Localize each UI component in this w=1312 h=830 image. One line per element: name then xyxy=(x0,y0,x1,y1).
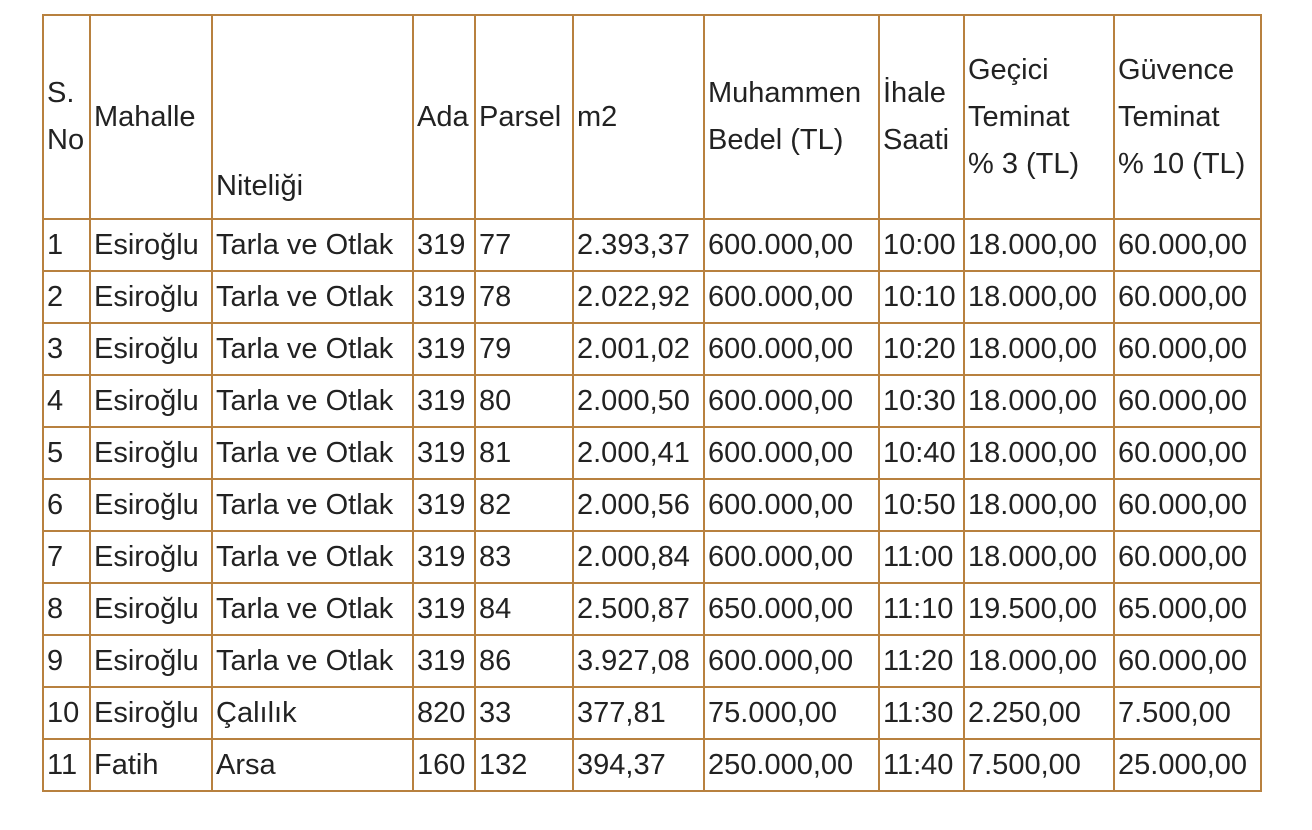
cell-guvence: 65.000,00 xyxy=(1114,583,1261,635)
cell-niteligi: Tarla ve Otlak xyxy=(212,375,413,427)
cell-muhammen: 600.000,00 xyxy=(704,427,879,479)
table-row xyxy=(43,479,1261,531)
table-row xyxy=(43,271,1261,323)
cell-m2: 2.000,84 xyxy=(573,531,704,583)
cell-mahalle: Esiroğlu xyxy=(90,271,212,323)
cell-gecici: 19.500,00 xyxy=(964,583,1114,635)
cell-gecici: 7.500,00 xyxy=(964,739,1114,791)
cell-ada: 319 xyxy=(413,635,475,687)
cell-gecici: 18.000,00 xyxy=(964,375,1114,427)
cell-muhammen: 600.000,00 xyxy=(704,635,879,687)
cell-mahalle: Esiroğlu xyxy=(90,375,212,427)
cell-ada: 319 xyxy=(413,219,475,271)
cell-gecici: 18.000,00 xyxy=(964,323,1114,375)
cell-sno: 1 xyxy=(43,219,90,271)
cell-parsel: 83 xyxy=(475,531,573,583)
cell-guvence: 60.000,00 xyxy=(1114,219,1261,271)
cell-m2: 2.001,02 xyxy=(573,323,704,375)
cell-mahalle: Esiroğlu xyxy=(90,687,212,739)
table-row xyxy=(43,739,1261,791)
header-sno xyxy=(43,15,90,219)
cell-muhammen: 75.000,00 xyxy=(704,687,879,739)
cell-niteligi: Arsa xyxy=(212,739,413,791)
table-body xyxy=(43,219,1261,791)
cell-sno: 6 xyxy=(43,479,90,531)
header-row xyxy=(43,15,1261,219)
header-parsel xyxy=(475,15,573,219)
cell-sno: 5 xyxy=(43,427,90,479)
cell-m2: 3.927,08 xyxy=(573,635,704,687)
cell-gecici: 18.000,00 xyxy=(964,271,1114,323)
header-guvence xyxy=(1114,15,1261,219)
cell-niteligi: Tarla ve Otlak xyxy=(212,479,413,531)
header-gecici xyxy=(964,15,1114,219)
cell-parsel: 33 xyxy=(475,687,573,739)
header-gecici-line1: Geçici xyxy=(968,53,1049,86)
cell-m2: 2.393,37 xyxy=(573,219,704,271)
cell-saat: 11:40 xyxy=(879,739,964,791)
table-row xyxy=(43,323,1261,375)
cell-niteligi: Tarla ve Otlak xyxy=(212,323,413,375)
cell-mahalle: Esiroğlu xyxy=(90,635,212,687)
cell-guvence: 25.000,00 xyxy=(1114,739,1261,791)
cell-mahalle: Esiroğlu xyxy=(90,583,212,635)
cell-gecici: 2.250,00 xyxy=(964,687,1114,739)
header-guvence-line3: % 10 (TL) xyxy=(1118,147,1246,180)
cell-guvence: 60.000,00 xyxy=(1114,635,1261,687)
cell-sno: 7 xyxy=(43,531,90,583)
table-row xyxy=(43,687,1261,739)
cell-saat: 10:30 xyxy=(879,375,964,427)
cell-saat: 10:10 xyxy=(879,271,964,323)
header-ihale-line1: İhale xyxy=(883,77,946,109)
table-header xyxy=(43,15,1261,219)
cell-m2: 2.000,50 xyxy=(573,375,704,427)
cell-parsel: 81 xyxy=(475,427,573,479)
table-row xyxy=(43,583,1261,635)
cell-ada: 319 xyxy=(413,531,475,583)
cell-niteligi: Tarla ve Otlak xyxy=(212,271,413,323)
cell-guvence: 60.000,00 xyxy=(1114,427,1261,479)
cell-saat: 11:00 xyxy=(879,531,964,583)
cell-parsel: 77 xyxy=(475,219,573,271)
table-row xyxy=(43,427,1261,479)
cell-muhammen: 600.000,00 xyxy=(704,479,879,531)
cell-m2: 377,81 xyxy=(573,687,704,739)
cell-gecici: 18.000,00 xyxy=(964,635,1114,687)
cell-ada: 319 xyxy=(413,427,475,479)
cell-guvence: 60.000,00 xyxy=(1114,531,1261,583)
header-m2 xyxy=(573,15,704,219)
cell-muhammen: 600.000,00 xyxy=(704,531,879,583)
cell-saat: 10:00 xyxy=(879,219,964,271)
header-mahalle xyxy=(90,15,212,219)
cell-ada: 820 xyxy=(413,687,475,739)
table-row xyxy=(43,635,1261,687)
cell-parsel: 82 xyxy=(475,479,573,531)
cell-sno: 10 xyxy=(43,687,90,739)
cell-muhammen: 250.000,00 xyxy=(704,739,879,791)
cell-sno: 3 xyxy=(43,323,90,375)
cell-saat: 11:30 xyxy=(879,687,964,739)
cell-guvence: 60.000,00 xyxy=(1114,271,1261,323)
table-row xyxy=(43,219,1261,271)
cell-saat: 10:20 xyxy=(879,323,964,375)
header-niteligi xyxy=(212,15,413,219)
cell-m2: 2.022,92 xyxy=(573,271,704,323)
cell-ada: 160 xyxy=(413,739,475,791)
header-muhammen xyxy=(704,15,879,219)
cell-m2: 2.000,56 xyxy=(573,479,704,531)
cell-gecici: 18.000,00 xyxy=(964,219,1114,271)
cell-ada: 319 xyxy=(413,479,475,531)
cell-parsel: 80 xyxy=(475,375,573,427)
cell-muhammen: 600.000,00 xyxy=(704,323,879,375)
cell-mahalle: Esiroğlu xyxy=(90,219,212,271)
cell-niteligi: Tarla ve Otlak xyxy=(212,427,413,479)
cell-gecici: 18.000,00 xyxy=(964,427,1114,479)
table-row xyxy=(43,531,1261,583)
header-mahalle-label: Mahalle xyxy=(94,100,196,133)
header-sno-line2: No xyxy=(47,124,85,156)
cell-sno: 11 xyxy=(43,739,90,791)
header-gecici-line3: % 3 (TL) xyxy=(968,147,1080,180)
cell-niteligi: Tarla ve Otlak xyxy=(212,583,413,635)
cell-guvence: 7.500,00 xyxy=(1114,687,1261,739)
cell-saat: 10:50 xyxy=(879,479,964,531)
header-parsel-label: Parsel xyxy=(479,100,562,133)
cell-mahalle: Esiroğlu xyxy=(90,323,212,375)
cell-saat: 10:40 xyxy=(879,427,964,479)
cell-sno: 4 xyxy=(43,375,90,427)
header-niteligi-label: Niteliği xyxy=(216,170,304,202)
header-ada xyxy=(413,15,475,219)
header-ihale xyxy=(879,15,964,219)
cell-guvence: 60.000,00 xyxy=(1114,375,1261,427)
header-ihale-line2: Saati xyxy=(883,124,950,156)
cell-niteligi: Tarla ve Otlak xyxy=(212,219,413,271)
cell-parsel: 78 xyxy=(475,271,573,323)
cell-m2: 2.000,41 xyxy=(573,427,704,479)
cell-saat: 11:20 xyxy=(879,635,964,687)
header-guvence-line1: Güvence xyxy=(1118,53,1235,86)
header-muhammen-line1: Muhammen xyxy=(708,77,862,109)
header-sno-line1: S. xyxy=(47,77,75,109)
cell-guvence: 60.000,00 xyxy=(1114,323,1261,375)
cell-ada: 319 xyxy=(413,375,475,427)
cell-ada: 319 xyxy=(413,323,475,375)
cell-niteligi: Tarla ve Otlak xyxy=(212,635,413,687)
cell-mahalle: Fatih xyxy=(90,739,212,791)
cell-muhammen: 600.000,00 xyxy=(704,219,879,271)
cell-saat: 11:10 xyxy=(879,583,964,635)
cell-sno: 8 xyxy=(43,583,90,635)
cell-muhammen: 650.000,00 xyxy=(704,583,879,635)
header-ada-label: Ada xyxy=(417,100,469,133)
cell-ada: 319 xyxy=(413,583,475,635)
cell-muhammen: 600.000,00 xyxy=(704,375,879,427)
cell-parsel: 84 xyxy=(475,583,573,635)
cell-niteligi: Çalılık xyxy=(212,687,413,739)
cell-gecici: 18.000,00 xyxy=(964,479,1114,531)
header-gecici-line2: Teminat xyxy=(968,100,1070,133)
cell-mahalle: Esiroğlu xyxy=(90,427,212,479)
cell-niteligi: Tarla ve Otlak xyxy=(212,531,413,583)
cell-muhammen: 600.000,00 xyxy=(704,271,879,323)
cell-sno: 2 xyxy=(43,271,90,323)
header-m2-label: m2 xyxy=(577,100,618,133)
cell-m2: 2.500,87 xyxy=(573,583,704,635)
cell-mahalle: Esiroğlu xyxy=(90,479,212,531)
cell-mahalle: Esiroğlu xyxy=(90,531,212,583)
cell-gecici: 18.000,00 xyxy=(964,531,1114,583)
cell-parsel: 86 xyxy=(475,635,573,687)
cell-guvence: 60.000,00 xyxy=(1114,479,1261,531)
cell-parsel: 132 xyxy=(475,739,573,791)
cell-parsel: 79 xyxy=(475,323,573,375)
header-muhammen-line2: Bedel (TL) xyxy=(708,124,844,156)
table-row xyxy=(43,375,1261,427)
header-guvence-line2: Teminat xyxy=(1118,100,1220,133)
cell-ada: 319 xyxy=(413,271,475,323)
cell-sno: 9 xyxy=(43,635,90,687)
auction-table xyxy=(42,14,1262,792)
cell-m2: 394,37 xyxy=(573,739,704,791)
